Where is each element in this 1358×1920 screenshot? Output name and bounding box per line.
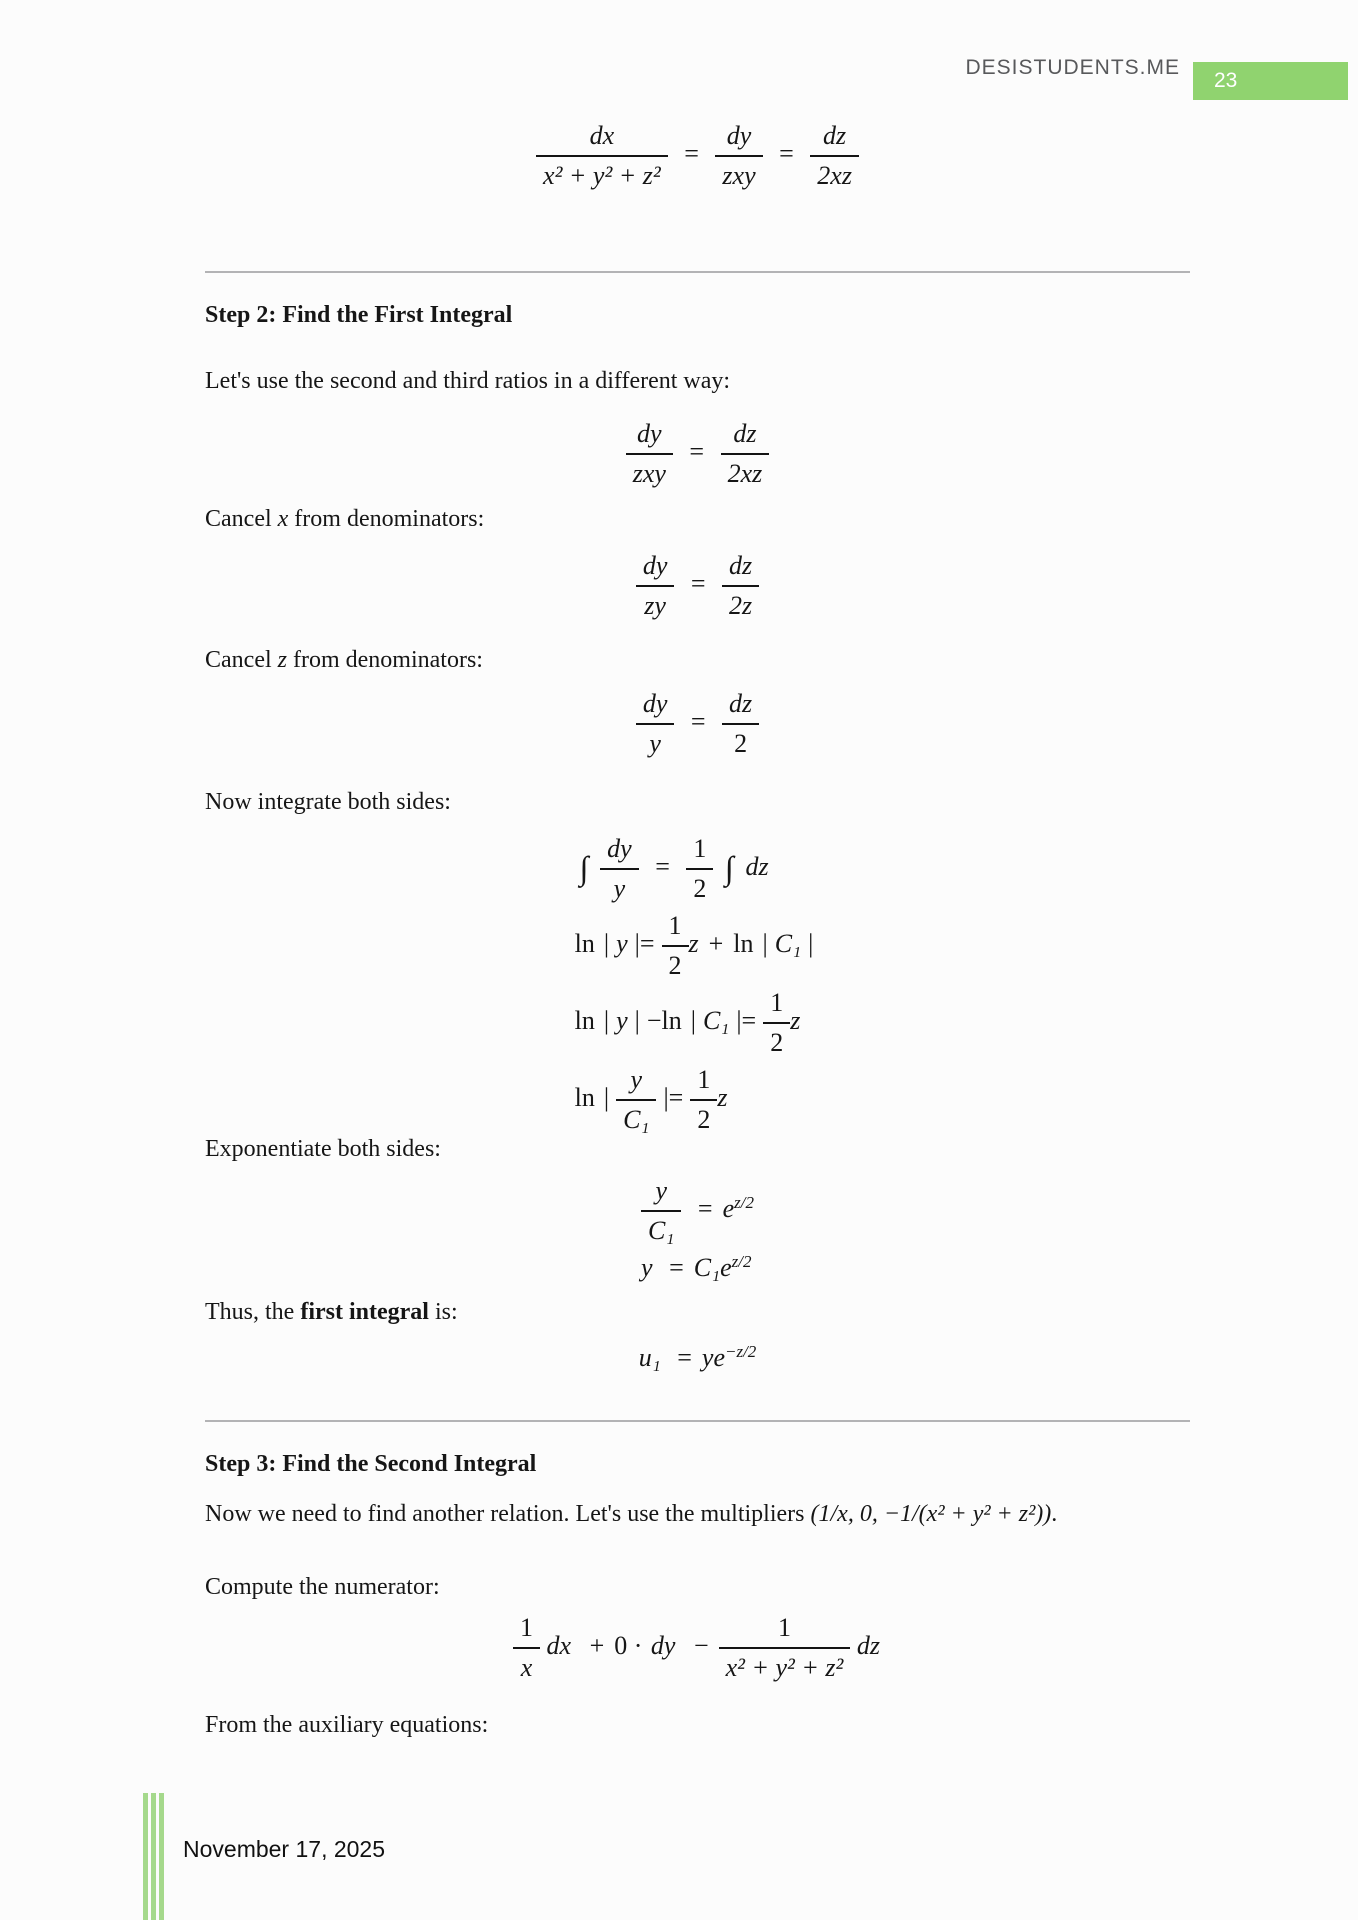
fraction <box>536 120 668 192</box>
exponentiate-label: Exponentiate both sides: <box>205 1136 441 1162</box>
equals-sign: = <box>669 1253 684 1282</box>
math-variable: z <box>717 1082 728 1112</box>
footer-bar <box>151 1793 156 1920</box>
abs-bar: | <box>808 928 814 958</box>
equation-exp-line-2 <box>641 1252 754 1283</box>
fraction-numerator: 1 <box>668 911 682 940</box>
fraction <box>722 688 759 760</box>
fraction <box>721 418 770 490</box>
math-exponent: z/2 <box>734 1192 754 1212</box>
fraction-numerator: 1 <box>697 1065 711 1094</box>
footer-date: November 17, 2025 <box>183 1836 386 1862</box>
label-bold-text: first integral <box>300 1299 429 1325</box>
footer-bar <box>143 1793 148 1920</box>
fraction-denominator: 2z <box>722 585 759 622</box>
label-text: Thus, the <box>205 1299 301 1325</box>
inline-math: (1/x, 0, −1/(x² + y² + z²)) <box>810 1501 1052 1527</box>
math-variable: u₁ <box>638 1343 661 1372</box>
abs-bar: | <box>634 1005 640 1035</box>
fraction-denominator: y <box>600 868 639 905</box>
fraction-numerator: dy <box>726 121 752 150</box>
equation-integral-line <box>575 833 821 905</box>
fraction-numerator: y <box>630 1065 643 1094</box>
fraction <box>616 1064 656 1136</box>
math-exponent: z/2 <box>731 1252 752 1271</box>
label-text: from denominators: <box>288 506 485 532</box>
equals-sign: = <box>655 851 670 881</box>
abs-bar-equals: |= <box>663 1082 684 1112</box>
fraction-numerator: y <box>655 1176 667 1205</box>
equation-cancel-z <box>205 688 1190 760</box>
fraction-numerator: 1 <box>777 1613 791 1642</box>
math-token: ye <box>701 1343 725 1372</box>
fraction <box>690 1064 717 1136</box>
ln-operator: ln <box>733 928 754 958</box>
fraction-denominator: 2 <box>686 868 713 905</box>
equation-numerator <box>205 1612 1190 1684</box>
abs-bar: | <box>603 928 610 958</box>
fraction <box>719 1612 851 1684</box>
fraction <box>763 987 790 1059</box>
equation-ln-line-3 <box>575 1064 821 1136</box>
equation-exponentiate-block <box>205 1170 1190 1288</box>
fraction-denominator: C₁ <box>616 1099 656 1136</box>
fraction-numerator: dy <box>642 689 668 718</box>
abs-bar: | <box>762 928 768 958</box>
minus-sign: − <box>693 1630 709 1660</box>
paragraph-text: . <box>1051 1501 1058 1527</box>
label-text: from denominators: <box>286 647 483 673</box>
fraction-denominator: 2 <box>690 1099 717 1136</box>
fraction-denominator: zxy <box>626 453 673 490</box>
math-exponent: −z/2 <box>725 1342 757 1361</box>
equation-ln-line-1 <box>575 910 821 982</box>
fraction-denominator: C₁ <box>641 1210 681 1247</box>
fraction-numerator: 1 <box>770 988 784 1017</box>
fraction <box>626 418 673 490</box>
fraction-denominator: 2xz <box>721 453 770 490</box>
fraction <box>662 910 689 982</box>
fraction-numerator: 1 <box>520 1613 534 1642</box>
fraction-numerator: dz <box>729 689 753 718</box>
fraction <box>810 120 859 192</box>
fraction-numerator: dy <box>637 419 662 448</box>
math-variable: y <box>641 1253 653 1282</box>
abs-bar: | <box>690 1005 696 1035</box>
section-divider <box>205 1420 1190 1422</box>
cancel-z-label <box>205 643 1190 677</box>
fraction <box>641 1175 681 1247</box>
step2-intro: Let's use the second and third ratios in a different way: <box>205 368 731 394</box>
fraction-denominator: 2 <box>763 1022 790 1059</box>
fraction-numerator: dy <box>642 551 668 580</box>
math-constant: C₁ <box>693 1253 721 1282</box>
math-base: e <box>722 1193 735 1223</box>
fraction-denominator: x² + y² + z² <box>536 155 668 192</box>
fraction <box>513 1612 540 1684</box>
fraction <box>686 833 713 905</box>
abs-bar: | <box>603 1005 610 1035</box>
page-number: 23 <box>1214 69 1238 92</box>
label-text: is: <box>428 1299 458 1325</box>
compute-label: Compute the numerator: <box>205 1574 440 1600</box>
minus-ln-operator: −ln <box>646 1005 682 1035</box>
ln-operator: ln <box>574 1005 595 1035</box>
label-text: Cancel <box>205 647 278 673</box>
equals-sign: = <box>684 138 699 168</box>
math-token: dz <box>856 1630 880 1660</box>
fraction <box>600 833 639 905</box>
fraction <box>636 688 675 760</box>
math-token: dz <box>745 851 769 881</box>
fraction-denominator: 2xz <box>810 155 859 192</box>
footer-accent-bars <box>143 1793 164 1920</box>
equation-exp-line-1 <box>641 1175 754 1247</box>
equation-first-integral <box>205 1342 1190 1373</box>
first-integral-label <box>205 1295 1190 1329</box>
math-variable: y <box>616 928 628 958</box>
abs-bar-equals: |= <box>736 1005 757 1035</box>
auxiliary-label: From the auxiliary equations: <box>205 1712 489 1738</box>
abs-bar: | <box>603 1082 610 1112</box>
equals-sign: = <box>697 1193 713 1223</box>
math-variable: z <box>277 647 287 673</box>
fraction-numerator: dz <box>733 419 757 448</box>
fraction <box>722 550 759 622</box>
fraction-numerator: dx <box>589 121 615 150</box>
abs-bar-equals: |= <box>634 928 655 958</box>
fraction-denominator: x² + y² + z² <box>719 1647 851 1684</box>
ln-operator: ln <box>574 928 595 958</box>
plus-sign: + <box>708 928 724 958</box>
math-constant: C₁ <box>702 1005 730 1035</box>
math-variable: y <box>616 1005 628 1035</box>
fraction <box>715 120 762 192</box>
integral-sign: ∫ <box>579 850 589 887</box>
site-brand: DESISTUDENTS.ME <box>965 56 1180 79</box>
step3-intro <box>205 1497 1190 1531</box>
math-constant: C₁ <box>774 928 802 958</box>
section-divider <box>205 271 1190 273</box>
fraction-denominator: zxy <box>715 155 762 192</box>
fraction-numerator: dz <box>729 551 753 580</box>
math-variable: x <box>277 506 289 532</box>
equals-sign: = <box>690 568 706 598</box>
math-token: dy <box>650 1630 676 1660</box>
equation-second-third-ratios <box>205 418 1190 490</box>
math-token: dx <box>546 1630 572 1660</box>
integrate-label: Now integrate both sides: <box>205 789 451 815</box>
equals-sign: = <box>689 436 705 466</box>
equation-auxiliary-ratios <box>205 120 1190 192</box>
plus-sign: + <box>589 1630 605 1660</box>
fraction <box>636 550 675 622</box>
label-text: Cancel <box>205 506 278 532</box>
fraction-denominator: 2 <box>662 945 689 982</box>
step3-heading: Step 3: Find the Second Integral <box>205 1451 537 1477</box>
equals-sign: = <box>779 138 794 168</box>
fraction-denominator: zy <box>636 585 675 622</box>
math-variable: z <box>790 1005 801 1035</box>
equation-cancel-x <box>205 550 1190 622</box>
footer-bar <box>159 1793 164 1920</box>
cancel-x-label <box>205 502 1190 536</box>
equation-ln-line-2 <box>575 987 821 1059</box>
integral-sign: ∫ <box>724 850 734 887</box>
equals-sign: = <box>690 706 706 736</box>
math-base: e <box>720 1253 732 1282</box>
equals-sign: = <box>677 1343 692 1372</box>
paragraph-text: Now we need to find another relation. Let's use the multipliers <box>205 1501 811 1527</box>
equation-integration-block <box>205 828 1190 1141</box>
fraction-denominator: 2 <box>722 723 759 760</box>
ln-operator: ln <box>574 1082 595 1112</box>
fraction-numerator: 1 <box>693 834 707 863</box>
fraction-numerator: dy <box>607 834 632 863</box>
math-variable: z <box>688 928 699 958</box>
page-number-badge <box>1193 62 1348 100</box>
fraction-denominator: x <box>513 1647 540 1684</box>
fraction-denominator: y <box>636 723 675 760</box>
math-token: 0 · <box>614 1630 643 1660</box>
fraction-numerator: dz <box>823 121 847 150</box>
step2-heading: Step 2: Find the First Integral <box>205 302 513 328</box>
